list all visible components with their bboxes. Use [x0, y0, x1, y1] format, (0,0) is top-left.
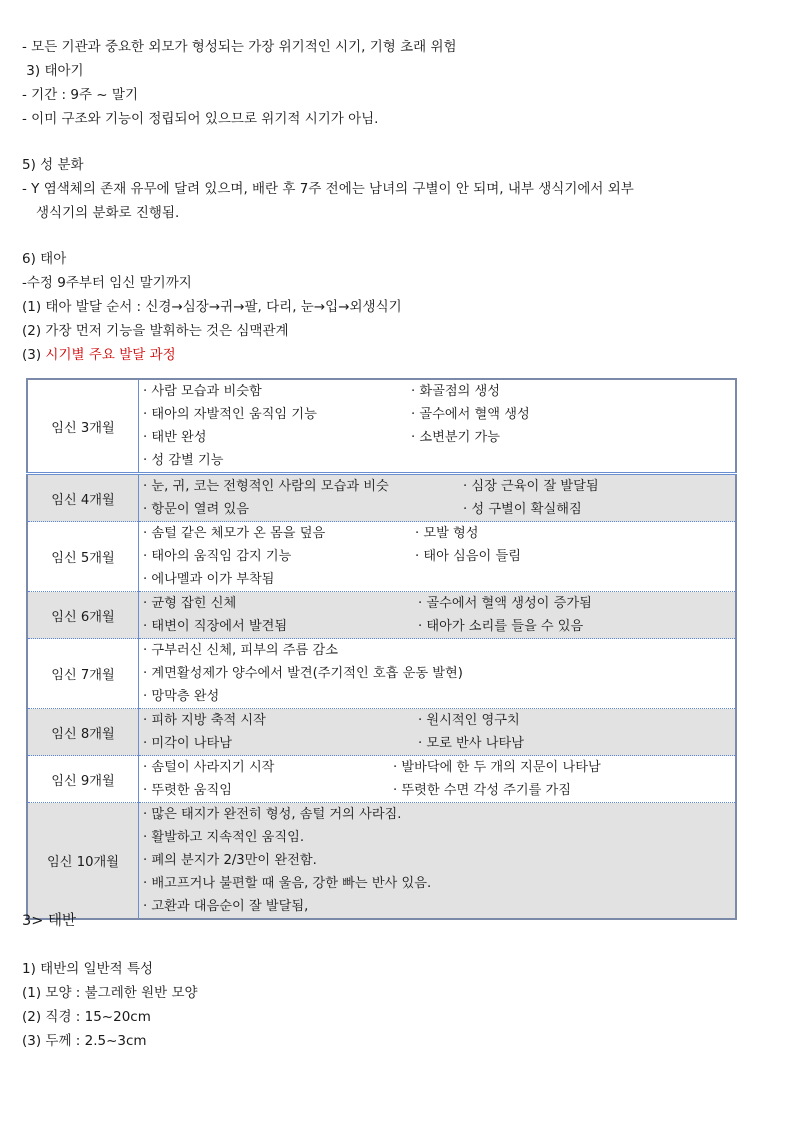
sex-diff-line-1: - Y 염색체의 존재 유무에 달려 있으며, 배란 후 7주 전에는 남녀의 구별이 안 되며, 내부 생식기에서 외부 — [22, 181, 634, 197]
month-cell: 임신 8개월 — [27, 709, 139, 756]
table-row — [27, 639, 736, 709]
fetus-line-4 — [22, 346, 176, 364]
feature-left: · 성 감별 기능 — [143, 453, 224, 468]
description-line — [143, 403, 735, 426]
description-line — [143, 426, 735, 449]
month-cell: 임신 4개월 — [27, 474, 139, 522]
description-line — [143, 779, 735, 802]
feature-right: · 태아가 소리를 들을 수 있음 — [418, 619, 584, 634]
feature-left: · 태변이 직장에서 발견됨 — [143, 619, 288, 634]
feature-left: · 태반 완성 — [143, 430, 207, 445]
table-row — [27, 592, 736, 639]
sex-diff-title: 5) 성 분화 — [22, 157, 84, 173]
description-cell — [139, 592, 737, 639]
feature-right: · 모로 반사 나타남 — [418, 736, 524, 751]
placenta-thickness: (3) 두께 : 2.5~3cm — [22, 1033, 147, 1049]
fetus-line-3: (2) 가장 먼저 기능을 발휘하는 것은 심맥관계 — [22, 323, 289, 339]
description-cell — [139, 709, 737, 756]
feature-left: · 솜털 같은 체모가 온 몸을 덮음 — [143, 526, 326, 541]
placenta-shape: (1) 모양 : 불그레한 원반 모양 — [22, 985, 198, 1001]
description-line — [143, 449, 735, 472]
description-line — [143, 592, 735, 615]
sex-diff-line-2: 생식기의 분화로 진행됨. — [36, 205, 180, 221]
description-line — [143, 872, 735, 895]
description-line — [143, 545, 735, 568]
description-cell — [139, 379, 737, 474]
feature-left: · 눈, 귀, 코는 전형적인 사람의 모습과 비슷 — [143, 479, 389, 494]
table-row — [27, 474, 736, 522]
feature-left: · 많은 태지가 완전히 형성, 솜털 거의 사라짐. — [143, 807, 402, 822]
fetus-line-4-highlight: 시기별 주요 발달 과정 — [45, 347, 176, 363]
description-line — [143, 709, 735, 732]
feature-right: · 성 구별이 확실해짐 — [463, 502, 582, 517]
description-line — [143, 803, 735, 826]
feature-left: · 계면활성제가 양수에서 발견(주기적인 호흡 운동 발현) — [143, 666, 463, 681]
feature-left: · 항문이 열려 있음 — [143, 502, 249, 517]
feature-right: · 발바닥에 한 두 개의 지문이 나타남 — [393, 760, 601, 775]
description-line — [143, 662, 735, 685]
fetus-line-1: -수정 9주부터 임신 말기까지 — [22, 275, 192, 291]
feature-left: · 고환과 대음순이 잘 발달됨, — [143, 899, 309, 914]
month-cell: 임신 9개월 — [27, 756, 139, 803]
description-line — [143, 639, 735, 662]
feature-right: · 태아 심음이 들림 — [415, 549, 521, 564]
description-cell — [139, 756, 737, 803]
placenta-diameter: (2) 직경 : 15~20cm — [22, 1009, 151, 1025]
description-line — [143, 475, 735, 498]
feature-right: · 골수에서 혈액 생성이 증가됨 — [418, 596, 592, 611]
feature-left: · 태아의 움직임 감지 기능 — [143, 549, 292, 564]
description-cell — [139, 474, 737, 522]
intro-line-1: - 모든 기관과 중요한 외모가 형성되는 가장 위기적인 시기, 기형 초래 위험 — [22, 39, 457, 55]
placenta-heading: 3> 태반 — [22, 913, 76, 929]
intro-line-3: - 기간 : 9주 ~ 말기 — [22, 87, 138, 103]
fetus-line-2: (1) 태아 발달 순서 : 신경→심장→귀→팔, 다리, 눈→입→외생식기 — [22, 299, 402, 315]
description-line — [143, 849, 735, 872]
month-cell: 임신 10개월 — [27, 803, 139, 920]
feature-left: · 균형 잡힌 신체 — [143, 596, 237, 611]
feature-left: · 태아의 자발적인 움직임 기능 — [143, 407, 317, 422]
table-row — [27, 522, 736, 592]
description-cell — [139, 522, 737, 592]
month-cell: 임신 6개월 — [27, 592, 139, 639]
description-cell — [139, 803, 737, 920]
table-row — [27, 756, 736, 803]
description-line — [143, 568, 735, 591]
feature-left: · 피하 지방 축적 시작 — [143, 713, 266, 728]
table-row — [27, 803, 736, 920]
feature-left: · 폐의 분지가 2/3만이 완전함. — [143, 853, 317, 868]
description-line — [143, 756, 735, 779]
feature-left: · 뚜렷한 움직임 — [143, 783, 233, 798]
intro-line-2: 3) 태아기 — [22, 63, 84, 79]
feature-right: · 뚜렷한 수면 각성 주기를 가짐 — [393, 783, 572, 798]
feature-right: · 소변분기 가능 — [411, 430, 501, 445]
feature-right: · 원시적인 영구치 — [418, 713, 520, 728]
feature-left: · 배고프거나 불편할 때 울음, 강한 빠는 반사 있음. — [143, 876, 432, 891]
description-line — [143, 522, 735, 545]
intro-line-4: - 이미 구조와 기능이 정립되어 있으므로 위기적 시기가 아님. — [22, 111, 379, 127]
placenta-title: 1) 태반의 일반적 특성 — [22, 961, 154, 977]
description-line — [143, 826, 735, 849]
table-row — [27, 709, 736, 756]
month-cell: 임신 5개월 — [27, 522, 139, 592]
description-line — [143, 498, 735, 521]
feature-right: · 화골점의 생성 — [411, 384, 501, 399]
development-table — [26, 378, 737, 920]
description-cell — [139, 639, 737, 709]
feature-right: · 심장 근육이 잘 발달됨 — [463, 479, 599, 494]
description-line — [143, 685, 735, 708]
description-line — [143, 732, 735, 755]
feature-left: · 사람 모습과 비슷함 — [143, 384, 262, 399]
feature-left: · 활발하고 지속적인 움직임. — [143, 830, 305, 845]
feature-left: · 에나멜과 이가 부착됨 — [143, 572, 275, 587]
feature-left: · 솜털이 사라지기 시작 — [143, 760, 275, 775]
description-line — [143, 380, 735, 403]
feature-right: · 모발 형성 — [415, 526, 479, 541]
month-cell: 임신 7개월 — [27, 639, 139, 709]
feature-right: · 골수에서 혈액 생성 — [411, 407, 530, 422]
description-line — [143, 895, 735, 918]
feature-left: · 구부러신 신체, 피부의 주름 감소 — [143, 643, 338, 658]
feature-left: · 망막층 완성 — [143, 689, 220, 704]
feature-left: · 미각이 나타남 — [143, 736, 233, 751]
month-cell: 임신 3개월 — [27, 379, 139, 474]
description-line — [143, 615, 735, 638]
fetus-title: 6) 태아 — [22, 251, 67, 267]
fetus-line-4-prefix: (3) — [22, 347, 46, 363]
table-row — [27, 379, 736, 474]
